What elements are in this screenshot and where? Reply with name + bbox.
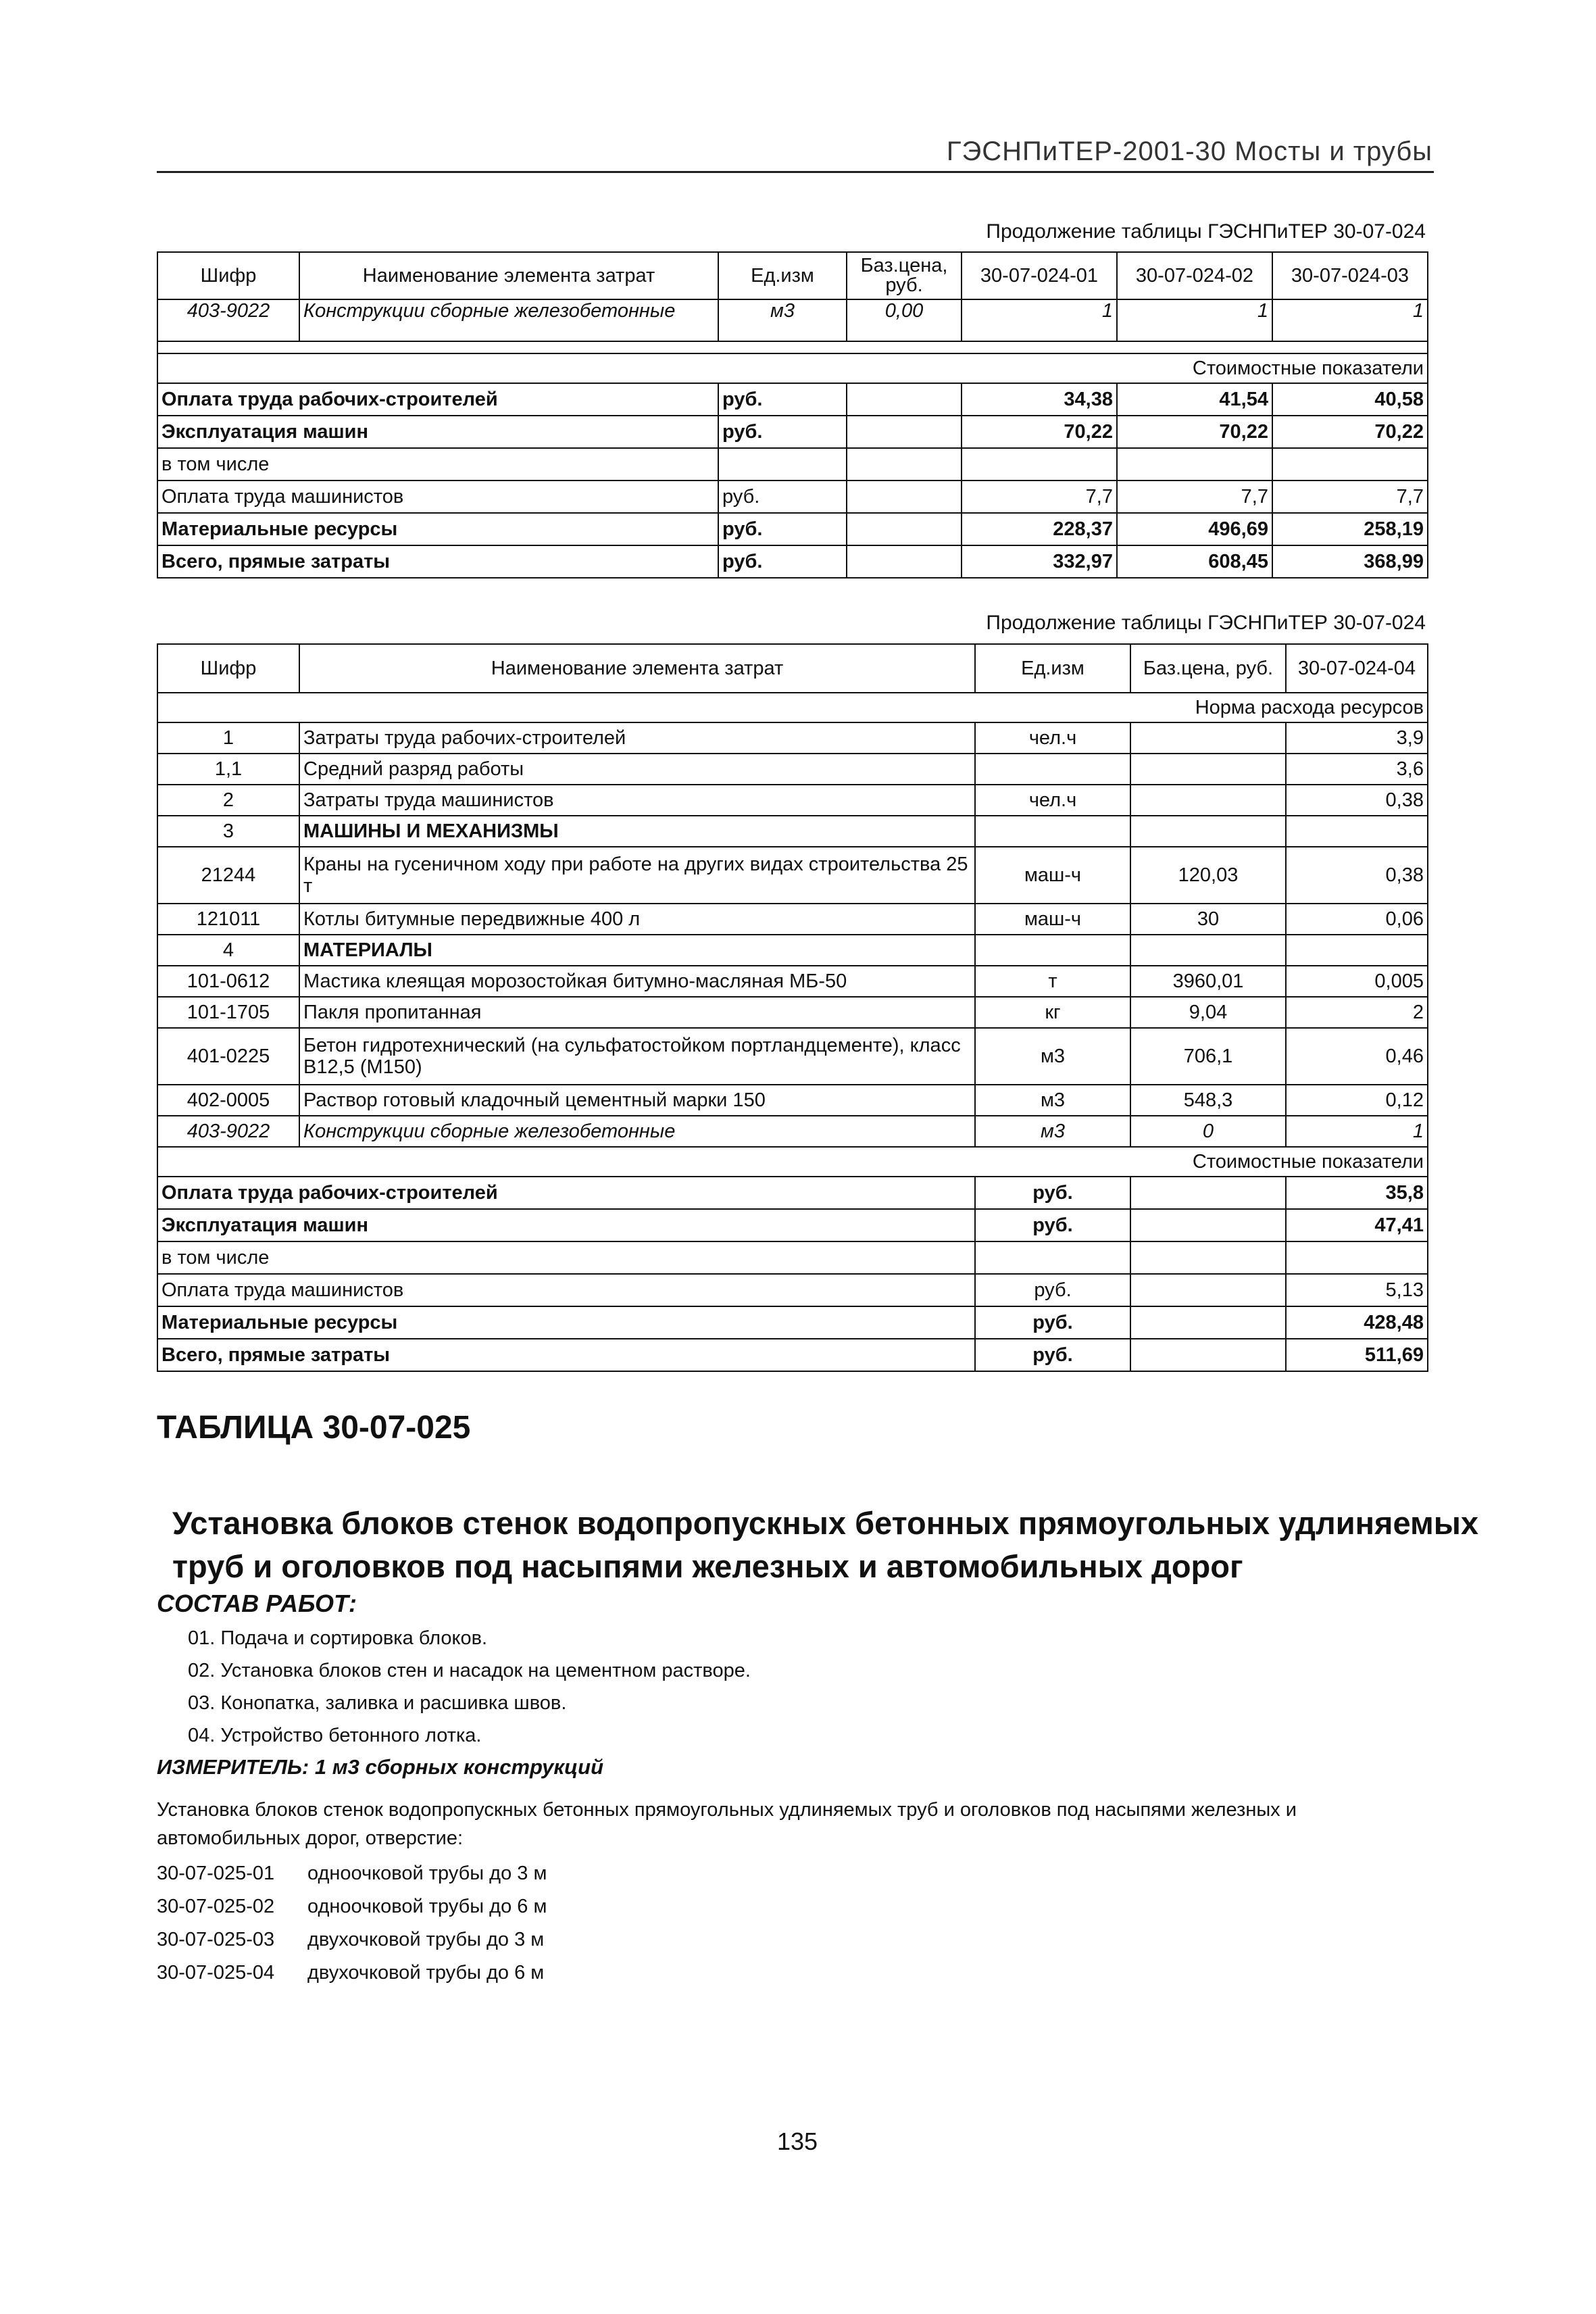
table2-row-name: МАТЕРИАЛЫ <box>299 935 975 966</box>
table1-header-code: Шифр <box>157 252 299 299</box>
table1-cost-v3: 368,99 <box>1272 545 1428 578</box>
table2-row-name: МАШИНЫ И МЕХАНИЗМЫ <box>299 816 975 847</box>
table2-section-row <box>157 1147 1428 1177</box>
table2-row-code: 2 <box>157 785 299 816</box>
table2-cost-row <box>157 1209 1428 1241</box>
table2-row-price: 0 <box>1130 1116 1286 1147</box>
table2-row-name: Раствор готовый кладочный цементный марки 150 <box>299 1085 975 1116</box>
table1-resource-unit: м3 <box>718 299 847 341</box>
table2-row-code: 1,1 <box>157 754 299 785</box>
table1-resource-price: 0,00 <box>847 299 962 341</box>
table2-cost-row <box>157 1339 1428 1371</box>
table2-cost-row <box>157 1241 1428 1274</box>
table1-section-row <box>157 353 1428 383</box>
table2-cost-unit: руб. <box>975 1274 1130 1306</box>
table2-row-unit <box>975 935 1130 966</box>
table2-row-value: 0,12 <box>1286 1085 1428 1116</box>
table1-cost-v2: 7,7 <box>1117 481 1272 513</box>
section-heading: Установка блоков стенок водопропускных бетонных прямоугольных удлиняемых труб и оголовков под насыпями железных и автомобильных дорог <box>172 1505 1479 1584</box>
table2-cost-label: Материальные ресурсы <box>157 1306 975 1339</box>
header-rule <box>157 171 1434 173</box>
table1-cost-row <box>157 383 1428 416</box>
table2-row-price <box>1130 785 1286 816</box>
table1-cost-v3: 40,58 <box>1272 383 1428 416</box>
table2-resource-row <box>157 966 1428 997</box>
table2-cost-unit: руб. <box>975 1209 1130 1241</box>
table2-header-name: Наименование элемента затрат <box>299 644 975 693</box>
table2-row-code: 402-0005 <box>157 1085 299 1116</box>
table2-row-value: 2 <box>1286 997 1428 1028</box>
table2-row-price: 548,3 <box>1130 1085 1286 1116</box>
work-item: 01. Подача и сортировка блоков. <box>188 1627 488 1649</box>
table1-header-name: Наименование элемента затрат <box>299 252 718 299</box>
table1-resource-name: Конструкции сборные железобетонные <box>299 299 718 341</box>
table1-cost-price <box>847 448 962 481</box>
table1-resource-v2: 1 <box>1117 299 1272 341</box>
table2-resource-row <box>157 1116 1428 1147</box>
table1-cost-v3 <box>1272 448 1428 481</box>
table2-caption: Продолжение таблицы ГЭСНПиТЕР 30-07-024 <box>986 612 1426 634</box>
table1-resource-code: 403-9022 <box>157 299 299 341</box>
table2-section-label: Стоимостные показатели <box>157 1147 1428 1177</box>
table2-cost-price <box>1130 1274 1286 1306</box>
table2-row-value <box>1286 935 1428 966</box>
variant-text: двухочковой трубы до 6 м <box>307 1962 545 1984</box>
table2-row-unit: маш-ч <box>975 904 1130 935</box>
table2-cost-unit: руб. <box>975 1339 1130 1371</box>
table2-row-name: Средний разряд работы <box>299 754 975 785</box>
table2 <box>157 643 1428 1372</box>
variant-text: двухочковой трубы до 3 м <box>307 1929 545 1950</box>
table-title: ТАБЛИЦА 30-07-025 <box>157 1410 471 1446</box>
table2-row-code: 1 <box>157 722 299 754</box>
table1-cost-label: Оплата труда рабочих-строителей <box>157 383 718 416</box>
table1-header-price: Баз.цена, руб. <box>847 252 962 299</box>
table2-row-unit: м3 <box>975 1116 1130 1147</box>
table1-cost-label: Всего, прямые затраты <box>157 545 718 578</box>
table2-cost-label: Всего, прямые затраты <box>157 1339 975 1371</box>
table2-row-value: 3,9 <box>1286 722 1428 754</box>
table2-cost-unit: руб. <box>975 1177 1130 1209</box>
table2-cost-label: Оплата труда машинистов <box>157 1274 975 1306</box>
table1-header-col1: 30-07-024-01 <box>962 252 1117 299</box>
table2-resource-row <box>157 904 1428 935</box>
work-item: 04. Устройство бетонного лотка. <box>188 1725 482 1746</box>
table2-row-value: 3,6 <box>1286 754 1428 785</box>
table2-cost-value: 511,69 <box>1286 1339 1428 1371</box>
table1-spacer-row <box>157 341 1428 353</box>
table1-cost-v2: 70,22 <box>1117 416 1272 448</box>
page-header-title: ГЭСНПиТЕР-2001-30 Мосты и трубы <box>946 137 1432 166</box>
table2-row-price: 120,03 <box>1130 847 1286 904</box>
variant-code: 30-07-025-04 <box>157 1962 275 1984</box>
table2-header-row <box>157 644 1428 693</box>
table2-row-code: 121011 <box>157 904 299 935</box>
table2-cost-row <box>157 1274 1428 1306</box>
table2-row-unit <box>975 816 1130 847</box>
table2-row-unit <box>975 754 1130 785</box>
table2-resource-row <box>157 785 1428 816</box>
table2-row-unit: чел.ч <box>975 785 1130 816</box>
table1-cost-price <box>847 416 962 448</box>
table1-cost-label: Материальные ресурсы <box>157 513 718 545</box>
table1-cost-unit <box>718 448 847 481</box>
meter-line: ИЗМЕРИТЕЛЬ: 1 м3 сборных конструкций <box>157 1755 604 1779</box>
table2-row-name: Бетон гидротехнический (на сульфатостойком портландцементе), класс В12,5 (М150) <box>299 1028 975 1085</box>
table2-row-price <box>1130 754 1286 785</box>
table2-resource-row <box>157 754 1428 785</box>
table2-row-unit: т <box>975 966 1130 997</box>
table2-cost-row <box>157 1177 1428 1209</box>
table1-caption: Продолжение таблицы ГЭСНПиТЕР 30-07-024 <box>986 220 1426 243</box>
table1-cost-label: Оплата труда машинистов <box>157 481 718 513</box>
table2-row-price: 9,04 <box>1130 997 1286 1028</box>
table2-row-code: 21244 <box>157 847 299 904</box>
table1-cost-row <box>157 448 1428 481</box>
table1-cost-price <box>847 383 962 416</box>
table1-cost-v1: 228,37 <box>962 513 1117 545</box>
table1-cost-price <box>847 545 962 578</box>
table2-resource-row <box>157 997 1428 1028</box>
table2-row-price <box>1130 816 1286 847</box>
table2-cost-label: Оплата труда рабочих-строителей <box>157 1177 975 1209</box>
table2-resource-row <box>157 1085 1428 1116</box>
work-item: 03. Конопатка, заливка и расшивка швов. <box>188 1692 567 1714</box>
table2-norm-row <box>157 693 1428 722</box>
variant-code: 30-07-025-01 <box>157 1863 275 1884</box>
table1-cost-unit: руб. <box>718 545 847 578</box>
table2-cost-unit <box>975 1241 1130 1274</box>
table2-cost-label: Эксплуатация машин <box>157 1209 975 1241</box>
table1-resource-v3: 1 <box>1272 299 1428 341</box>
table2-cost-price <box>1130 1177 1286 1209</box>
table2-resource-row <box>157 722 1428 754</box>
table2-resource-row <box>157 1028 1428 1085</box>
table2-row-unit: м3 <box>975 1028 1130 1085</box>
table2-row-code: 101-0612 <box>157 966 299 997</box>
table2-row-price: 3960,01 <box>1130 966 1286 997</box>
table1-cost-v2 <box>1117 448 1272 481</box>
table2-norm-label: Норма расхода ресурсов <box>157 693 1428 722</box>
table2-row-code: 401-0225 <box>157 1028 299 1085</box>
table2-cost-price <box>1130 1209 1286 1241</box>
table1-cost-v1: 7,7 <box>962 481 1117 513</box>
table1-cost-v2: 608,45 <box>1117 545 1272 578</box>
table2-row-price: 706,1 <box>1130 1028 1286 1085</box>
variant-text: одноочковой трубы до 3 м <box>307 1863 547 1884</box>
table1-cost-v3: 7,7 <box>1272 481 1428 513</box>
table2-row-value: 0,38 <box>1286 785 1428 816</box>
table1-section-label: Стоимостные показатели <box>157 353 1428 383</box>
table2-row-value <box>1286 816 1428 847</box>
table2-row-value: 1 <box>1286 1116 1428 1147</box>
table2-row-name: Краны на гусеничном ходу при работе на других видах строительства 25 т <box>299 847 975 904</box>
table2-row-name: Затраты труда рабочих-строителей <box>299 722 975 754</box>
table2-row-value: 0,38 <box>1286 847 1428 904</box>
table2-cost-value: 428,48 <box>1286 1306 1428 1339</box>
table1-cost-v3: 70,22 <box>1272 416 1428 448</box>
table2-row-name: Котлы битумные передвижные 400 л <box>299 904 975 935</box>
table1-cost-row <box>157 513 1428 545</box>
table1-cost-row <box>157 545 1428 578</box>
table2-row-unit: м3 <box>975 1085 1130 1116</box>
table2-cost-value: 47,41 <box>1286 1209 1428 1241</box>
table1-cost-label: Эксплуатация машин <box>157 416 718 448</box>
table2-header-col1: 30-07-024-04 <box>1286 644 1428 693</box>
table1-cost-row <box>157 416 1428 448</box>
table2-row-name: Конструкции сборные железобетонные <box>299 1116 975 1147</box>
table1-cost-label: в том числе <box>157 448 718 481</box>
table2-row-code: 3 <box>157 816 299 847</box>
table2-header-unit: Ед.изм <box>975 644 1130 693</box>
table1 <box>157 251 1428 578</box>
table2-row-value: 0,46 <box>1286 1028 1428 1085</box>
table2-row-unit: маш-ч <box>975 847 1130 904</box>
table2-row-name: Пакля пропитанная <box>299 997 975 1028</box>
table2-cost-unit: руб. <box>975 1306 1130 1339</box>
table2-row-price: 30 <box>1130 904 1286 935</box>
table1-cost-v1 <box>962 448 1117 481</box>
table1-cost-price <box>847 481 962 513</box>
table1-cost-v3: 258,19 <box>1272 513 1428 545</box>
table2-row-code: 101-1705 <box>157 997 299 1028</box>
table2-cost-price <box>1130 1306 1286 1339</box>
table2-row-unit: кг <box>975 997 1130 1028</box>
table2-cost-value <box>1286 1241 1428 1274</box>
table1-header-unit: Ед.изм <box>718 252 847 299</box>
table1-cost-v2: 41,54 <box>1117 383 1272 416</box>
table1-cost-unit: руб. <box>718 383 847 416</box>
table2-row-price <box>1130 935 1286 966</box>
table1-cost-v1: 70,22 <box>962 416 1117 448</box>
table2-row-code: 4 <box>157 935 299 966</box>
table2-cost-value: 35,8 <box>1286 1177 1428 1209</box>
table2-header-price: Баз.цена, руб. <box>1130 644 1286 693</box>
table2-row-name: Мастика клеящая морозостойкая битумно-масляная МБ-50 <box>299 966 975 997</box>
table1-header-col2: 30-07-024-02 <box>1117 252 1272 299</box>
table1-cost-v1: 34,38 <box>962 383 1117 416</box>
table1-header-row <box>157 252 1428 299</box>
table1-resource-v1: 1 <box>962 299 1117 341</box>
table2-resource-row <box>157 935 1428 966</box>
table2-resource-row <box>157 847 1428 904</box>
page-number: 135 <box>776 2127 818 2155</box>
variant-code: 30-07-025-03 <box>157 1929 275 1950</box>
table1-cost-unit: руб. <box>718 416 847 448</box>
table2-cost-row <box>157 1306 1428 1339</box>
table2-row-value: 0,005 <box>1286 966 1428 997</box>
works-heading: СОСТАВ РАБОТ: <box>157 1590 357 1617</box>
variants-description: Установка блоков стенок водопропускных бетонных прямоугольных удлиняемых труб и оголовков под насыпями железных и автомобильных дорог, отверстие: <box>157 1799 1297 1850</box>
table1-cost-unit: руб. <box>718 481 847 513</box>
variant-code: 30-07-025-02 <box>157 1896 275 1917</box>
table1-cost-unit: руб. <box>718 513 847 545</box>
table1-resource-row <box>157 299 1428 341</box>
table1-header-col3: 30-07-024-03 <box>1272 252 1428 299</box>
table2-cost-price <box>1130 1339 1286 1371</box>
table1-cost-v1: 332,97 <box>962 545 1117 578</box>
table2-row-name: Затраты труда машинистов <box>299 785 975 816</box>
table2-resource-row <box>157 816 1428 847</box>
table1-cost-price <box>847 513 962 545</box>
table2-row-unit: чел.ч <box>975 722 1130 754</box>
table2-cost-price <box>1130 1241 1286 1274</box>
table1-cost-v2: 496,69 <box>1117 513 1272 545</box>
variant-text: одноочковой трубы до 6 м <box>307 1896 547 1917</box>
table2-cost-label: в том числе <box>157 1241 975 1274</box>
table2-row-value: 0,06 <box>1286 904 1428 935</box>
table2-header-code: Шифр <box>157 644 299 693</box>
table2-row-price <box>1130 722 1286 754</box>
work-item: 02. Установка блоков стен и насадок на цементном растворе. <box>188 1660 751 1681</box>
table2-cost-value: 5,13 <box>1286 1274 1428 1306</box>
table2-row-code: 403-9022 <box>157 1116 299 1147</box>
table1-cost-row <box>157 481 1428 513</box>
